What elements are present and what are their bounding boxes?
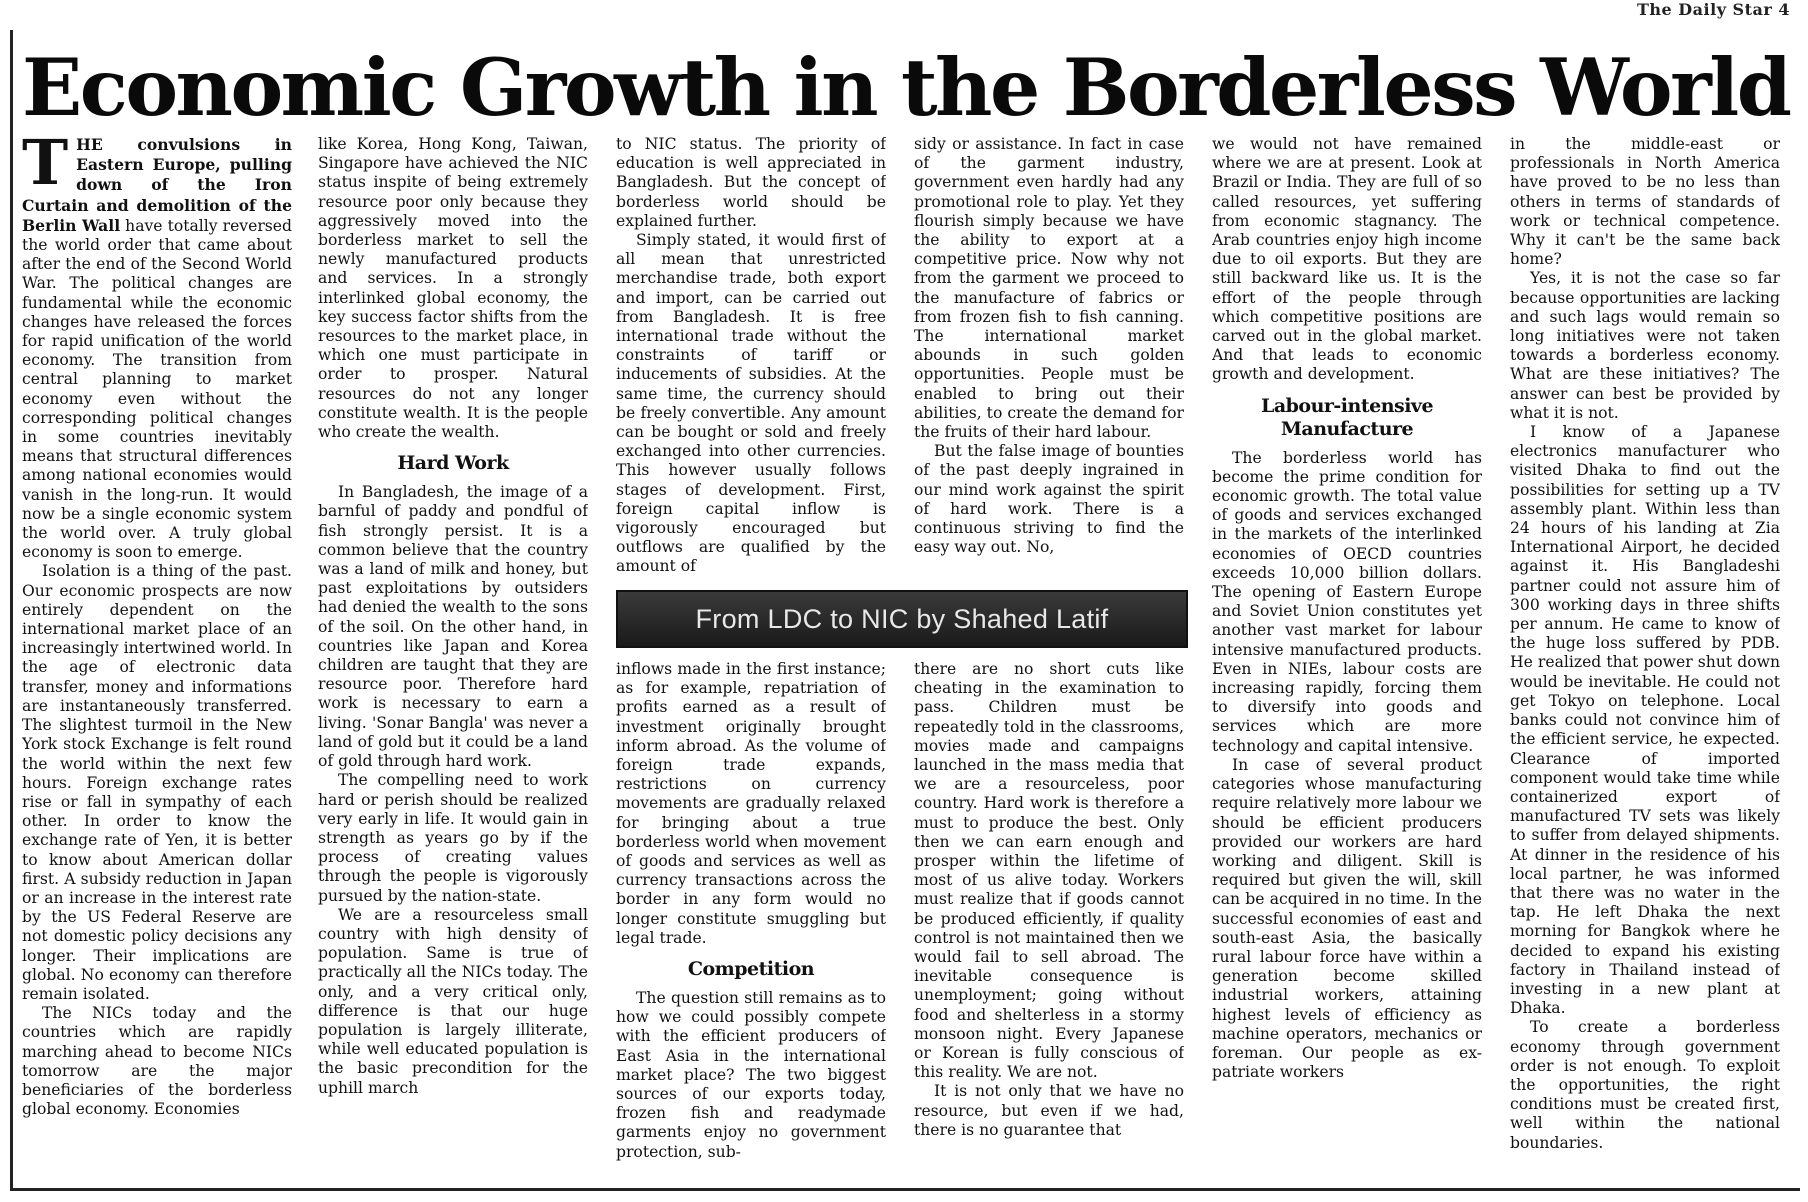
- paragraph: Isolation is a thing of the past. Our economic prospects are now entirely dependent on the international market place of an increasingly intertwined world. In the age of electronic data transfer, money and informations are instantaneously transferred. The slightest turmoil in the New York stock Exchange is felt round the world within the next few hours. Foreign exchange rates rise or fall in sympathy of each other. In order to know the exchange rate of Yen, it is better to know about American dollar first. A subsidy reduction in Japan or an increase in the interest rate by the US Federal Reserve are not domestic policy decisions any longer. Their implications are global. No economy can therefore remain isolated.: [22, 562, 292, 1003]
- left-rule: [10, 30, 13, 1190]
- paragraph: Simply stated, it would first of all mean that unrestricted merchandise trade, both export and import, can be carried out from Bangladesh. It is free international trade without the constraints of tariff or inducements of subsidies. At the same time, the currency should be freely convertible. Any amount can be bought or sold and freely exchanged into other currencies. This however usually follows stages of development. First, foreign capital inflow is vigorously encouraged but outflows are qualified by the amount of: [616, 231, 886, 575]
- paragraph: there are no short cuts like cheating in the examination to pass. Children must be repeatedly told in the classrooms, movies made and campaigns launched in the mass media that we are a resourceless, poor country. Hard work is therefore a must to produce the best. Only then we can earn enough and prosper within the lifetime of most of us alive today. Workers must realize that if goods cannot be produced efficiently, if quality control is not maintained then we would fail to sell abroad. The inevitable consequence is unemployment; going without food and shelterless in a stormy monsoon night. Every Japanese or Korean is fully conscious of this reality. We are not.: [914, 660, 1184, 1082]
- paragraph: Yes, it is not the case so far because opportunities are lacking and such lags would remain so long initiatives were not taken towards a borderless economy. What are these initiatives? The answer can best be provided by what it is not.: [1510, 269, 1780, 422]
- drop-cap: T: [22, 135, 69, 199]
- paragraph: to NIC status. The priority of education is well appreciated in Bangladesh. But the concept of borderless world should be explained further.: [616, 135, 886, 230]
- paragraph: In case of several product categories whose manufacturing require relatively more labour we should be efficient producers provided our workers are hard working and diligent. Skill is required but given the will, skill can be acquired in no time. In the successful economies of east and south-east Asia, the basically rural labour force have within a generation become skilled industrial workers, attaining highest levels of efficiency as machine operators, mechanics or foreman. Our people as ex-patriate workers: [1212, 755, 1482, 1082]
- paragraph: We are a resourceless small country with high density of population. Same is true of practically all the NICs today. The only, and a very critical only, difference is that our huge population is largely illiterate, while well educated population is the basic precondition for the uphill march: [318, 905, 588, 1097]
- article-column-2: [318, 135, 588, 1185]
- lead-in: HE convulsions in Eastern Europe, pulling down of the Iron Curtain and demolition of the Berlin Wall: [22, 135, 292, 235]
- paragraph: The borderless world has become the prime condition for economic growth. The total value of goods and services exchanged in the markets of the interlinked economies of OECD countries exceeds 10,000 billion dollars. The opening of Eastern Europe and Soviet Union constitutes yet another vast market for labour intensive manufactured products. Even in NIEs, labour costs are increasing rapidly, forcing them to diversify into goods and services which are more technology and capital intensive.: [1212, 448, 1482, 755]
- article-column-5: [1212, 135, 1482, 1185]
- paragraph: like Korea, Hong Kong, Taiwan, Singapore have achieved the NIC status inspite of being extremely resource poor only because they aggressively moved into the borderless market to sell the newly manufactured products and services. In a strongly interlinked global economy, the key success factor shifts from the resources to the market place, in which one must participate in order to prosper. Natural resources do not any longer constitute wealth. It is the people who create the wealth.: [318, 135, 588, 442]
- byline-banner: [616, 590, 1188, 648]
- article-column-1: [22, 135, 292, 1185]
- subhead-competition: Competition: [687, 958, 815, 981]
- paragraph-text: have totally reversed the world order that came about after the end of the Second World War. The political changes are fundamental while the economic changes have released the forces for rapid unification of the world economy. The transition from central planning to market economy even without the corresponding political changes in some countries inevitably means that structural differences among national economies would vanish in the long-run. It would now be a single economic system the world over. A truly global economy is soon to emerge.: [22, 216, 292, 562]
- paragraph: In Bangladesh, the image of a barnful of paddy and pondful of fish strongly persist. It is a common believe that the country was a land of milk and honey, but past exploitations by outsiders had denied the wealth to the sons of the soil. On the other hand, in countries like Japan and Korea children are taught that they are resource poor. Therefore hard work is necessary to earn a living. 'Sonar Bangla' was never a land of gold but it could be a land of gold through hard work.: [318, 483, 588, 771]
- headline: Economic Growth in the Borderless World: [22, 41, 1790, 134]
- subhead-hard-work: Hard Work: [397, 452, 509, 475]
- article-column-4-top: [914, 135, 1184, 575]
- paragraph: The NICs today and the countries which are rapidly marching ahead to become NICs tomorrow are the major beneficiaries of the borderless global economy. Economies: [22, 1004, 292, 1119]
- paragraph: in the middle-east or professionals in North America have proved to be no less than others in terms of standards of work or technical competence. Why it can't be the same back home?: [1510, 135, 1780, 269]
- bottom-rule: [10, 1188, 1800, 1191]
- article-column-3-top: [616, 135, 886, 575]
- article-column-4-bottom: [914, 660, 1184, 1185]
- article-column-6: [1510, 135, 1780, 1185]
- paragraph: The question still remains as to how we could possibly compete with the efficient producers of East Asia in the international market place? The two biggest sources of our exports today, frozen fish and readymade garments enjoy no government protection, sub-: [616, 989, 886, 1161]
- paragraph: [22, 135, 292, 562]
- subhead-labour-intensive: Labour-intensive Manufacture: [1260, 394, 1434, 440]
- paragraph: But the false image of bounties of the past deeply ingrained in our mind work against the spirit of hard work. There is a continuous striving to find the easy way out. No,: [914, 442, 1184, 557]
- paragraph: It is not only that we have no resource, but even if we had, there is no guarantee that: [914, 1082, 1184, 1139]
- paragraph: sidy or assistance. In fact in case of the garment industry, government even hardly had any promotional role to play. Yet they flourish simply because we have the ability to export at a competitive price. Now why not from the garment we proceed to the manufacture of fabrics or from frozen fish to fish canning. The international market abounds in such golden opportunities. People must be enabled to bring out their abilities, to create the demand for the fruits of their hard labour.: [914, 135, 1184, 442]
- paragraph: The compelling need to work hard or perish should be realized very early in life. It would gain in strength as years go by if the process of creating values through the people is vigorously pursued by the nation-state.: [318, 771, 588, 905]
- byline-text: From LDC to NIC by Shahed Latif: [695, 603, 1109, 634]
- paragraph: we would not have remained where we are at present. Look at Brazil or India. They are full of so called resources, yet suffering from economic stagnancy. The Arab countries enjoy high income due to oil exports. But they are still backward like us. It is the effort of the people through which competitive positions are carved out in the global market. And that leads to economic growth and development.: [1212, 135, 1482, 384]
- paragraph: I know of a Japanese electronics manufacturer who visited Dhaka to find out the possibilities for setting up a TV assembly plant. Within less than 24 hours of his landing at Zia International Airport, he decided against it. His Bangladeshi partner could not assure him of 300 working days in three shifts per annum. He came to know of the huge loss suffered by PDB. He realized that power shut down would be inevitable. He could not get Tokyo on telephone. Local banks could not convince him of the efficient service, he expected. Clearance of imported component would take time while containerized export of manufactured TV sets was likely to suffer from delayed shipments. At dinner in the residence of his local partner, he was informed that there was no water in the tap. He left Dhaka the next morning for Bangkok where he decided to expand his existing factory in Thailand instead of investing in a new plant at Dhaka.: [1510, 423, 1780, 1018]
- article-column-3-bottom: [616, 660, 886, 1185]
- page-header: The Daily Star 4: [1637, 0, 1790, 19]
- paragraph: inflows made in the first instance; as for example, repatriation of profits earned as a result of investment originally brought inform abroad. As the volume of foreign trade expands, restrictions on currency movements are gradually relaxed for bringing about a true borderless world when movement of goods and services as well as currency transactions across the border in any form would no longer constitute smuggling but legal trade.: [616, 660, 886, 947]
- paragraph: To create a borderless economy through government order is not enough. To exploit the opportunities, the right conditions must be created first, well within the national boundaries.: [1510, 1018, 1780, 1152]
